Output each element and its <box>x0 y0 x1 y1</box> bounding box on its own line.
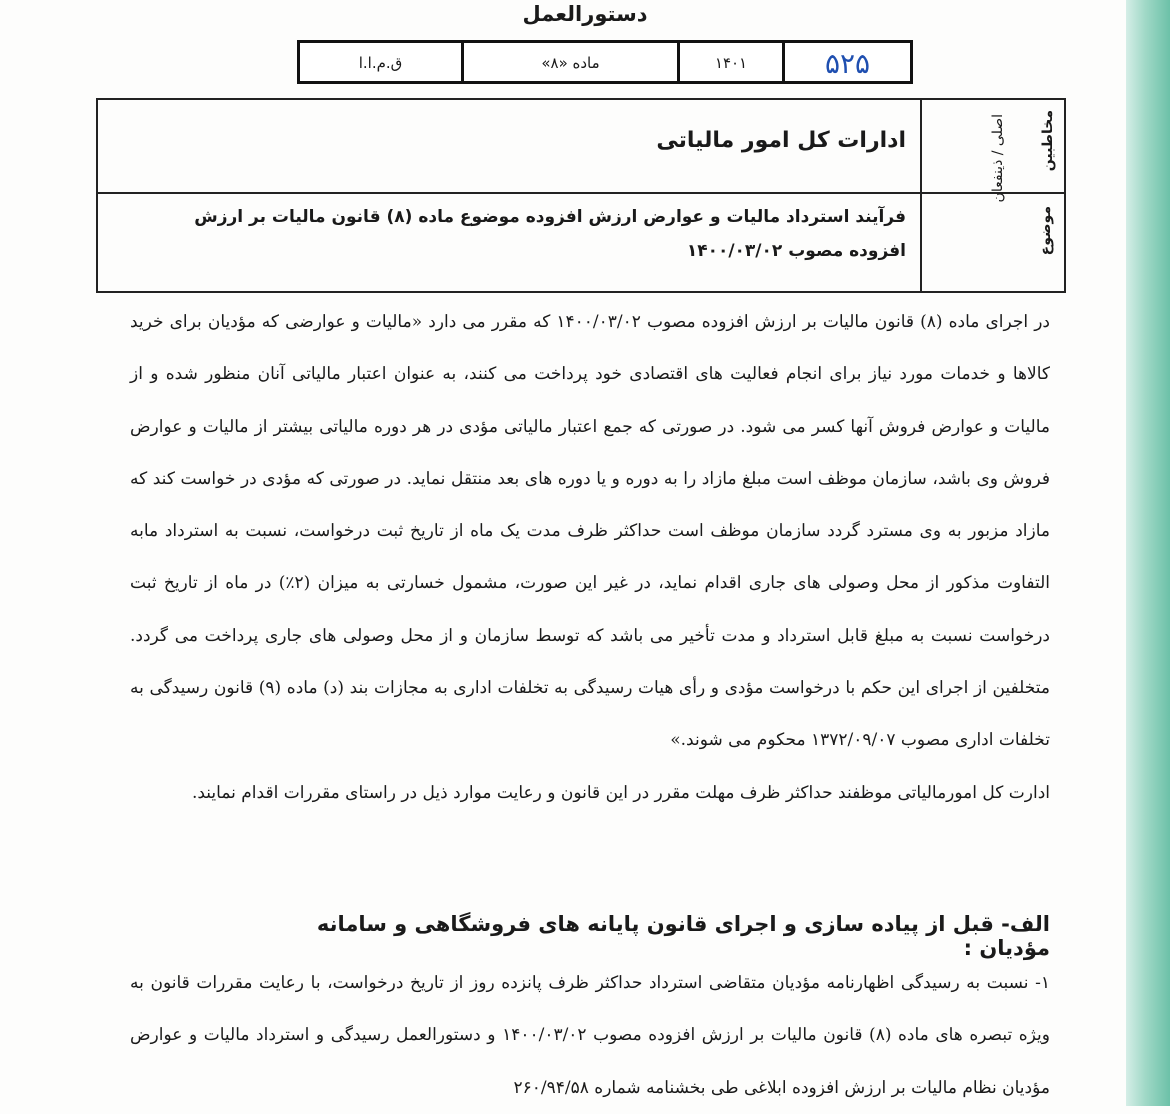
addressee-row <box>98 100 1064 203</box>
section-a-heading: الف- قبل از پیاده سازی و اجرای قانون پایانه های فروشگاهی و سامانه مؤدیان : <box>316 912 1050 960</box>
document-article: ماده «۸» <box>461 43 677 81</box>
recipients-title: ادارات کل امور مالیاتی <box>656 128 906 153</box>
document-code: ق.م.ا.ا <box>358 54 403 72</box>
addressee-label: مخاطبین <box>1040 110 1056 172</box>
document-year: ۱۴۰۱ <box>677 43 782 81</box>
section-a-item-1: ۱- نسبت به رسیدگی اظهارنامه مؤدیان متقاضی استرداد حداکثر ظرف پانزده روز از تاریخ درخواست، با رعایت مقررات قانون به ویژه تبصره های ماده (۸) قانون مالیات بر ارزش افزوده مصوب ۱۴۰۰/۰۳/۰۲ و دستورالعمل رسیدگی و استرداد مالیات و عوارض مؤدیان نظام مالیات بر ارزش افزوده ابلاغی طی بخشنامه شماره ۲۶۰/۹۴/۵۸ <box>130 973 1050 1098</box>
side-color-strip <box>1126 0 1170 1106</box>
subject-label: موضوع <box>1038 206 1054 256</box>
document-title: دستورالعمل <box>522 2 648 26</box>
document-number: ۵۲۵ <box>782 43 910 81</box>
body-paragraph-2: ادارت کل امورمالیاتی موظفند حداکثر ظرف مهلت مقرر در این قانون و رعایت موارد ذیل در راستای مقررات اقدام نمایند. <box>191 782 1050 803</box>
info-table <box>96 98 1066 293</box>
addressee-sub-label: اصلی / ذینفعان <box>990 114 1006 203</box>
document-header-box <box>297 40 913 84</box>
subject-row <box>98 192 1064 291</box>
subject-text: فرآیند استرداد مالیات و عوارض ارزش افزوده موضوع ماده (۸) قانون مالیات بر ارزش افزوده مصوب ۱۴۰۰/۰۳/۰۲ <box>194 207 906 261</box>
body-text <box>130 296 1050 819</box>
body-paragraph-1: در اجرای ماده (۸) قانون مالیات بر ارزش افزوده مصوب ۱۴۰۰/۰۳/۰۲ که مقرر می دارد «مالیات و عوارضی که مؤدیان برای خرید کالاها و خدمات مورد نیاز برای انجام فعالیت های اقتصادی خود پرداخت می کنند، به عنوان اعتبار مالیاتی آنان منظور شده و از مالیات و عوارض فروش آنها کسر می شود. در صورتی که جمع اعتبار مالیاتی مؤدی در هر دوره مالیاتی بیشتر از مالیات و عوارض فروش وی باشد، سازمان موظف است مبلغ مازاد را به دوره و یا دوره های بعد منتقل نماید. در صورتی که مؤدی در خواست کند که مازاد مزبور به وی مسترد گردد سازمان موظف است حداکثر ظرف مدت یک ماه از تاریخ ثبت درخواست، نسبت به استرداد مابه التفاوت مذکور از محل وصولی های جاری اقدام نماید، در غیر این صورت، مشمول خسارتی به میزان (۲٪) در ماه از تاریخ ثبت درخواست نسبت به مبلغ قابل استرداد و مدت تأخیر می باشد که توسط سازمان و از محل وصولی های جاری پرداخت می گردد. متخلفین از اجرای این حکم با درخواست مؤدی و رأی هیات رسیدگی به تخلفات اداری به مجازات بند (د) ماده (۹) قانون رسیدگی به تخلفات اداری مصوب ۱۳۷۲/۰۹/۰۷ محکوم می شوند.» <box>130 312 1051 751</box>
